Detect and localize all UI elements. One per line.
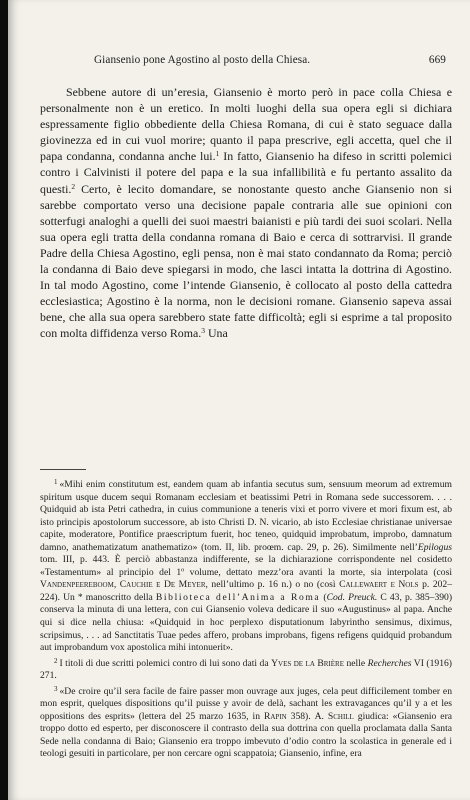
footnote-text: I titoli di due scritti polemici contro di lui sono dati da — [59, 657, 272, 669]
footnote-text: VI (1916) 271. — [40, 657, 452, 682]
body-text: In fatto, Giansenio ha difeso in scritti polemici contro i Calvinisti il potere del papa e la sua infallibilità e fu pertanto assalito da questi. — [40, 149, 452, 196]
footnote-text: «Mihi enim constitutum est, eandem quam ab infantia secutus sum, sensuum meorum ad extremum spiritum usque ducem sequi Romanam ecclesiam et beatissimi Petri in Romana sede successorem. . . . Quidquid ab ista Petri cathedra, in cuius communione a teneris vixi et porro vivere et mori fixum est, ab isto principis apostolorum successore, ab isto Christi D. N. vicario, ab isto Ecclesiae christianae universae capite, moderatore, Pontifice praescriptum fuerit, hoc teneo, quidquid improbatum, improbo, damnatum damno, anathematizatum anathematizo» (tom. II, lib. proœm. cap. 29, p. 26). Similmente nell’ — [40, 479, 452, 553]
footnote-text: Epilogus — [417, 541, 452, 553]
codex-name: Cod. Preuck. — [326, 591, 378, 603]
footnote-text: 358). — [286, 710, 315, 722]
footnote-mark: 1 — [54, 478, 58, 486]
author-name: Callewaert e Nols — [339, 579, 419, 591]
footnote-2 — [40, 655, 452, 683]
author-name: Yves de la Brière — [271, 657, 344, 669]
footnote-rule — [40, 469, 86, 470]
footnote-text: tom. III, p. 443. È perciò abbastanza indifferente, se la dichiarazione corrispondente nel cosidetto «Testamentum» al principio del 1º volume, dettato mezz’ora avanti la morte, sia interpolata (così — [40, 554, 452, 578]
library-name: Biblioteca dell’Anima a Roma — [155, 591, 321, 603]
footnote-ref-1[interactable]: 1 — [215, 149, 220, 159]
body-text: Sebbene autore di un’eresia, Giansenio è morto però in pace colla Chiesa e personalmente non è un eretico. In molti luoghi della sua opera egli si dichiara espressamente figlio obbediente della Chiesa Romana, di cui è stato seguace dalla giovinezza ed in cui vuol morire; quanto il papa prescrive, egli accetta, quel che il papa condanna, condanna anche lui. — [40, 85, 452, 164]
author-name: Rapin — [263, 710, 287, 722]
footnote-mark: 2 — [54, 656, 58, 665]
author-name: Vandenpeereboom, Cauchie e De Meyer — [40, 579, 206, 591]
page-number: 669 — [428, 54, 446, 66]
body-text: Certo, è lecito domandare, se nonostante questo anche Giansenio non si sarebbe comportato verso una decisione papale contraria alle sue opinioni con sotterfugi analoghi a quelli dei suoi maestri baianisti e più tardi dei suoi scolari. Nella sua opera egli tratta della condanna romana di Baio e cerca di sottrarvisi. Il grande Padre della Chiesa Agostino, egli pensa, non è mai stato condannato da Roma; perciò la condanna di Baio deve spiegarsi in modo, che lasci intatta la dottrina di Agostino. In tal modo Agostino, come l’intende Giansenio, è collocato al posto della cattedra ecclesiastica; Agostino è la norma, non le decisioni romane. Giansenio sapeva assai bene, che alla sua opera sarebbero state fatte difficoltà; egli si esprime a tal proposito con molta diffidenza verso Roma. — [40, 181, 452, 341]
running-title: Giansenio pone Agostino al posto della Chiesa. — [94, 54, 311, 66]
footnote-text: C 43, p. 385–390) conserva la minuta di una lettera, con cui Giansenio voleva dedicare il suo «Augustinus» al papa. Anche qui si dice nella chiusa: «Quidquid in hoc perplexo disputationum labyrintho sensimus, diximus, scripsimus, . . . ad Sanctitatis Tuae pedes affero, probans improbans, figens refigens quidquid probandum aut improbandum vox apostolica mihi intonuerit». — [40, 591, 453, 654]
journal-name: Recherches — [367, 657, 412, 669]
footnote-text: p. 202–224). Un * manoscritto della — [40, 579, 453, 603]
body-text: Una — [205, 326, 228, 341]
page-header — [42, 54, 448, 70]
footnote-text: nelle — [344, 657, 368, 669]
footnote-text: giudica: «Giansenio era troppo dotto ed esperto, per disconoscere il contrasto della sua dottrina con quella proclamata dalla Santa Sede nella condanna di Baio; Giansenio era troppo imbevuto d’odio contro la scolastica in generale ed i teologi gesuiti in particolare, per non cercare ogni scappatoia; Giansenio, infine, era — [40, 710, 453, 760]
footnote-1 — [40, 476, 452, 655]
footnote-3 — [40, 683, 452, 761]
footnote-text: ( — [320, 591, 327, 603]
footnote-ref-2[interactable]: 2 — [71, 181, 76, 191]
book-page — [8, 0, 470, 800]
body-paragraph — [40, 84, 452, 342]
footnote-mark: 3 — [54, 684, 58, 693]
footnote-text: «De croire qu’il sera facile de faire passer mon ouvrage aux juges, cela peut difficilement tomber en mon esprit, quelques dispositions qu’il puisse y avoir de delà, sachant les extravagances qu’il y a et les oppositions des esprits» (lettera del 25 marzo 1635, in — [40, 685, 452, 722]
footnote-ref-3[interactable]: 3 — [201, 326, 205, 336]
footnotes — [40, 476, 452, 761]
author-name: A. Schill — [314, 710, 354, 722]
main-text — [40, 84, 452, 342]
footnote-text: , nell’ultimo p. 16 n.) o no (così — [205, 579, 340, 591]
